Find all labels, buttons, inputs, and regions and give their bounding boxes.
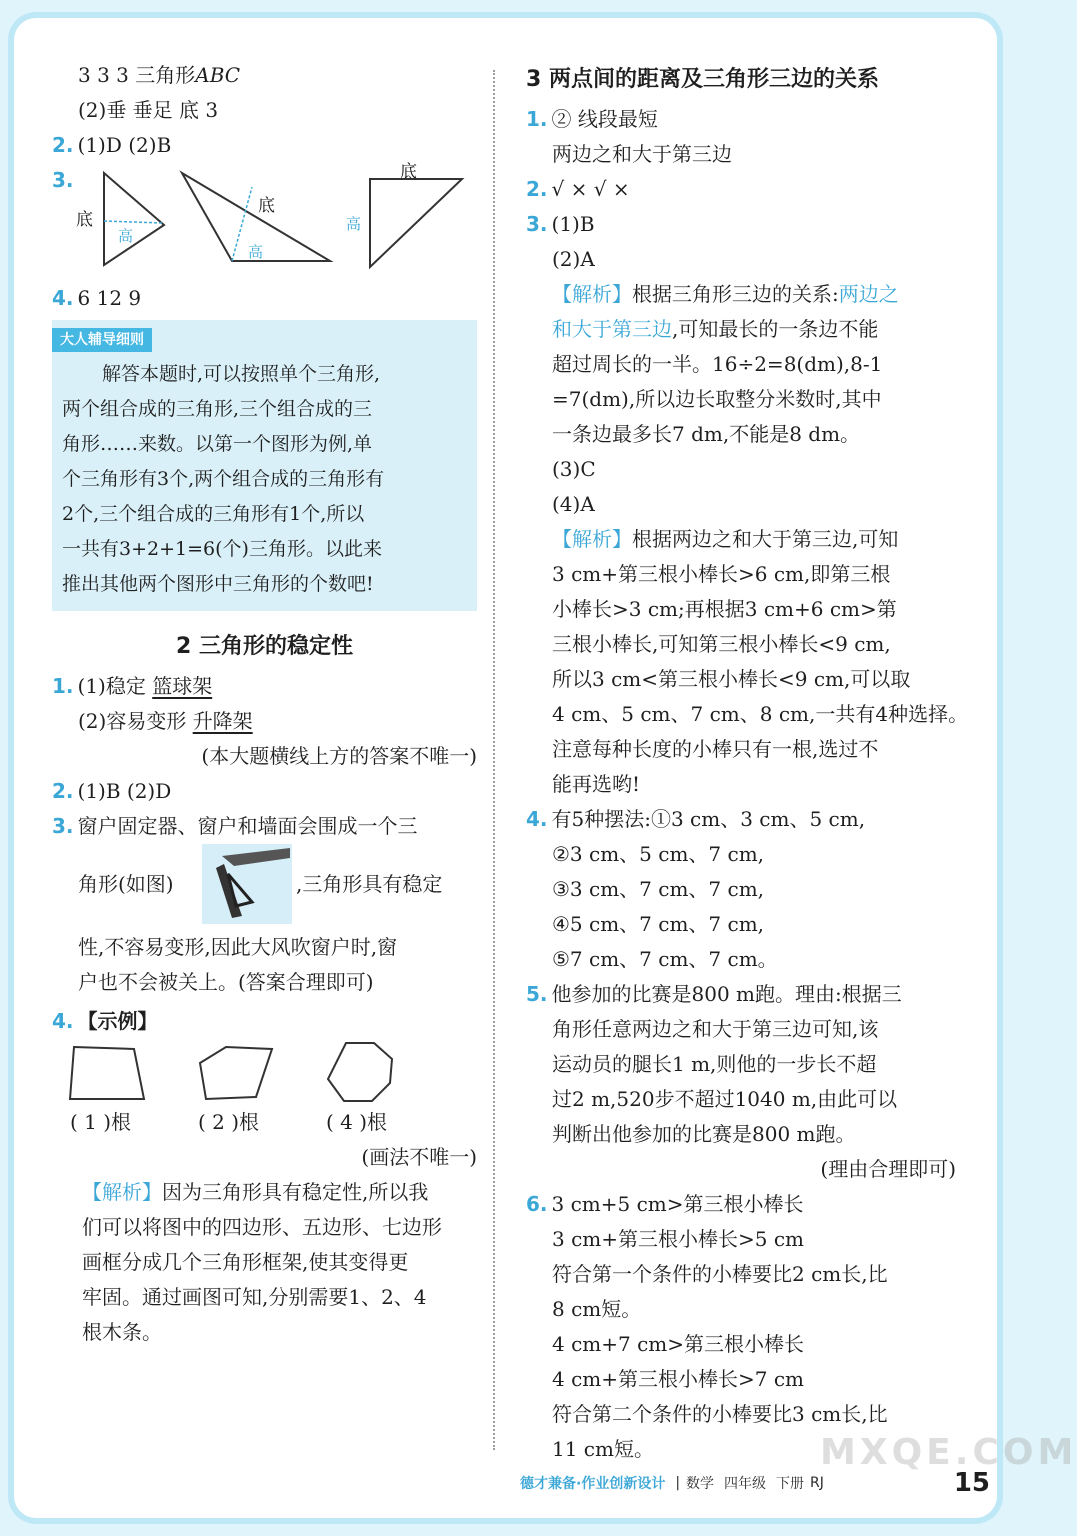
question-number: 4. <box>52 1009 74 1033</box>
triangle-figure-3 <box>368 177 464 269</box>
s2-note: (本大题横线上方的答案不唯一) <box>201 744 477 768</box>
polygon-labels <box>52 1105 477 1140</box>
example-label: 【示例】 <box>77 1009 158 1033</box>
answer-line: (4)A <box>552 492 595 516</box>
answer-line: (2)A <box>552 247 595 271</box>
answer-line: 8 cm短。 <box>552 1297 642 1321</box>
analysis-tag: 【解析】 <box>82 1180 162 1204</box>
tip-line: 两个组合成的三角形,三个组合成的三 <box>62 398 373 420</box>
s2-question-3 <box>52 809 477 844</box>
question-number: 2. <box>52 133 74 157</box>
analysis-line: 3 cm+第三根小棒长>6 cm,即第三根 <box>552 562 891 586</box>
fig2-height-label: 高 <box>248 243 264 261</box>
analysis-line: 注意每种长度的小棒只有一根,选过不 <box>552 737 879 761</box>
parent-tip-box <box>52 320 477 611</box>
analysis-text: 因为三角形具有稳定性,所以我 <box>162 1180 429 1204</box>
answer-text: ,三角形具有稳定 <box>296 872 443 896</box>
answer-line <box>52 58 477 93</box>
answer-text: 有5种摆法:①3 cm、3 cm、5 cm, <box>551 807 866 831</box>
s2-question-3-figure-line <box>52 844 477 924</box>
answer-text: √ × √ × <box>551 177 630 201</box>
tip-line: 角形……来数。以第一个图形为例,单 <box>62 433 373 455</box>
window-illustration <box>202 844 292 924</box>
question-number: 5. <box>526 982 548 1006</box>
right-column <box>526 58 969 1467</box>
section-3-title: 3 两点间的距离及三角形三边的关系 <box>526 67 879 92</box>
triangle-name: ABC <box>195 63 241 87</box>
answer-text: 3 3 3 三角形 <box>78 63 196 87</box>
fig2-base-label: 底 <box>258 196 275 216</box>
page-number: 15 <box>953 1468 990 1498</box>
answer-line: 判断出他参加的比赛是800 m跑。 <box>552 1122 856 1146</box>
answer-line: 11 cm短。 <box>552 1437 654 1461</box>
question-number: 1. <box>52 674 74 698</box>
question-number: 4. <box>526 807 548 831</box>
answer-text: 6 12 9 <box>77 286 142 310</box>
analysis-line <box>526 522 956 557</box>
footer-grade: 四年级 <box>724 1476 767 1492</box>
page-footer <box>520 1466 990 1500</box>
answer-line: 角形任意两边之和大于第三边可知,该 <box>552 1017 879 1041</box>
footer-sep: | <box>675 1475 681 1491</box>
polygon-figures <box>52 1039 477 1105</box>
answer-line: ④5 cm、7 cm、7 cm, <box>552 912 765 936</box>
answer-line: 3 cm+第三根小棒长>5 cm <box>552 1227 805 1251</box>
answer-line: ⑤7 cm、7 cm、7 cm。 <box>552 947 778 971</box>
fig1-height-label: 高 <box>118 227 134 245</box>
tip-line: 一共有3+2+1=6(个)三角形。以此来 <box>62 538 382 560</box>
tip-line: 2个,三个组合成的三角形有1个,所以 <box>62 503 365 525</box>
answer-line: ②3 cm、5 cm、7 cm, <box>552 842 765 866</box>
s2-question-1b <box>52 704 477 739</box>
answer-line: (3)C <box>552 457 596 481</box>
answer-line: 4 cm+7 cm>第三根小棒长 <box>552 1332 805 1356</box>
s3-question-3 <box>526 207 956 242</box>
question-4 <box>52 281 477 316</box>
answer-text: (1)稳定 <box>77 674 153 698</box>
fig3-base-label: 底 <box>400 162 417 182</box>
analysis-line: =7(dm),所以边长取整分米数时,其中 <box>552 387 882 411</box>
quadrilateral-figure <box>68 1043 148 1103</box>
footer-brand: 德才兼备·作业创新设计 <box>520 1476 666 1492</box>
highlighted-text: 和大于第三边 <box>552 317 672 341</box>
underlined-answer: 升降架 <box>192 709 253 733</box>
column-divider <box>493 70 495 1450</box>
answer-text: (1)B (2)D <box>77 779 172 803</box>
s2-question-4 <box>52 1004 477 1039</box>
analysis-line: 一条边最多长7 dm,不能是8 dm。 <box>552 422 861 446</box>
footer-subject: 数学 <box>686 1476 715 1492</box>
answer-text: (1)B <box>551 212 595 236</box>
reason-note: (理由合理即可) <box>820 1157 956 1181</box>
question-number: 2. <box>526 177 548 201</box>
s2-question-2 <box>52 774 477 809</box>
answer-line: 符合第二个条件的小棒要比3 cm长,比 <box>552 1402 888 1426</box>
question-number: 3. <box>526 212 548 236</box>
tip-line: 推出其他两个图形中三角形的个数吧! <box>62 573 374 595</box>
footer-edition: RJ <box>810 1475 824 1491</box>
footer-term: 下册 <box>776 1476 805 1492</box>
analysis-line: 4 cm、5 cm、7 cm、8 cm,一共有4种选择。 <box>552 702 969 726</box>
tip-heading: 大人辅导细则 <box>52 328 152 352</box>
tip-line: 个三角形有3个,两个组合成的三角形有 <box>62 468 385 490</box>
analysis-text: 根据三角形三边的关系: <box>632 282 839 306</box>
answer-line: ③3 cm、7 cm、7 cm, <box>552 877 765 901</box>
tip-line: 解答本题时,可以按照单个三角形, <box>102 363 381 385</box>
answer-line: (2)垂 垂足 底 3 <box>78 98 219 122</box>
answer-text: 他参加的比赛是800 m跑。理由:根据三 <box>551 982 902 1006</box>
drawing-note: (画法不唯一) <box>361 1145 477 1169</box>
answer-line: 性,不容易变形,因此大风吹窗户时,窗 <box>78 935 398 959</box>
answer-line: 运动员的腿长1 m,则他的一步长不超 <box>552 1052 877 1076</box>
analysis-line <box>52 1175 477 1210</box>
fig1-base-label: 底 <box>76 210 93 230</box>
analysis-line: 小棒长>3 cm;再根据3 cm+6 cm>第 <box>552 597 897 621</box>
answer-line: 4 cm+第三根小棒长>7 cm <box>552 1367 805 1391</box>
answer-line: 过2 m,520步不超过1040 m,由此可以 <box>552 1087 898 1111</box>
answer-text: 窗户固定器、窗户和墙面会围成一个三 <box>77 814 418 838</box>
answer-text: ② 线段最短 <box>551 107 658 131</box>
analysis-text: ,可知最长的一条边不能 <box>672 317 879 341</box>
analysis-line: 根木条。 <box>82 1320 162 1344</box>
question-number: 2. <box>52 779 74 803</box>
answer-line: 户也不会被关上。(答案合理即可) <box>78 970 374 994</box>
underlined-answer: 篮球架 <box>152 674 213 698</box>
answer-line: 符合第一个条件的小棒要比2 cm长,比 <box>552 1262 888 1286</box>
s3-question-2 <box>526 172 956 207</box>
question-number: 3. <box>52 168 74 192</box>
analysis-line: 所以3 cm<第三根小棒长<9 cm,可以取 <box>552 667 911 691</box>
section-2-title: 2 三角形的稳定性 <box>176 634 353 659</box>
s2-question-1 <box>52 669 477 704</box>
analysis-text: 根据两边之和大于第三边,可知 <box>632 527 899 551</box>
s3-question-1 <box>526 102 956 137</box>
answer-text: (1)D (2)B <box>77 133 172 157</box>
answer-line: 两边之和大于第三边 <box>552 142 732 166</box>
analysis-tag: 【解析】 <box>552 282 632 306</box>
analysis-line <box>526 312 956 347</box>
s3-question-6 <box>526 1187 956 1222</box>
question-3-figures <box>52 163 477 275</box>
answer-text: 角形(如图) <box>78 872 174 896</box>
polygon-label: ( 4 )根 <box>326 1110 388 1134</box>
question-number: 4. <box>52 286 74 310</box>
s3-question-5 <box>526 977 956 1012</box>
analysis-line: 超过周长的一半。16÷2=8(dm),8-1 <box>552 352 883 376</box>
analysis-tag: 【解析】 <box>552 527 632 551</box>
question-number: 3. <box>52 814 74 838</box>
watermark: MXQE.COM <box>820 1432 1077 1473</box>
pentagon-figure <box>196 1043 276 1103</box>
question-number: 6. <box>526 1192 548 1216</box>
answer-text: (2)容易变形 <box>78 709 193 733</box>
answer-text: 3 cm+5 cm>第三根小棒长 <box>551 1192 804 1216</box>
analysis-line: 能再选哟! <box>552 772 641 796</box>
heptagon-figure <box>324 1041 396 1103</box>
s3-question-4 <box>526 802 956 837</box>
analysis-line: 牢固。通过画图可知,分别需要1、2、4 <box>82 1285 427 1309</box>
analysis-line <box>526 277 956 312</box>
analysis-line: 三根小棒长,可知第三根小棒长<9 cm, <box>552 632 891 656</box>
analysis-line: 们可以将图中的四边形、五边形、七边形 <box>82 1215 442 1239</box>
question-number: 1. <box>526 107 548 131</box>
polygon-label: ( 2 )根 <box>198 1110 260 1134</box>
highlighted-text: 两边之 <box>838 282 899 306</box>
left-column <box>52 58 477 1350</box>
analysis-line: 画框分成几个三角形框架,使其变得更 <box>82 1250 409 1274</box>
triangle-figure-1 <box>100 169 170 269</box>
fig3-height-label: 高 <box>346 215 362 233</box>
polygon-label: ( 1 )根 <box>70 1110 132 1134</box>
